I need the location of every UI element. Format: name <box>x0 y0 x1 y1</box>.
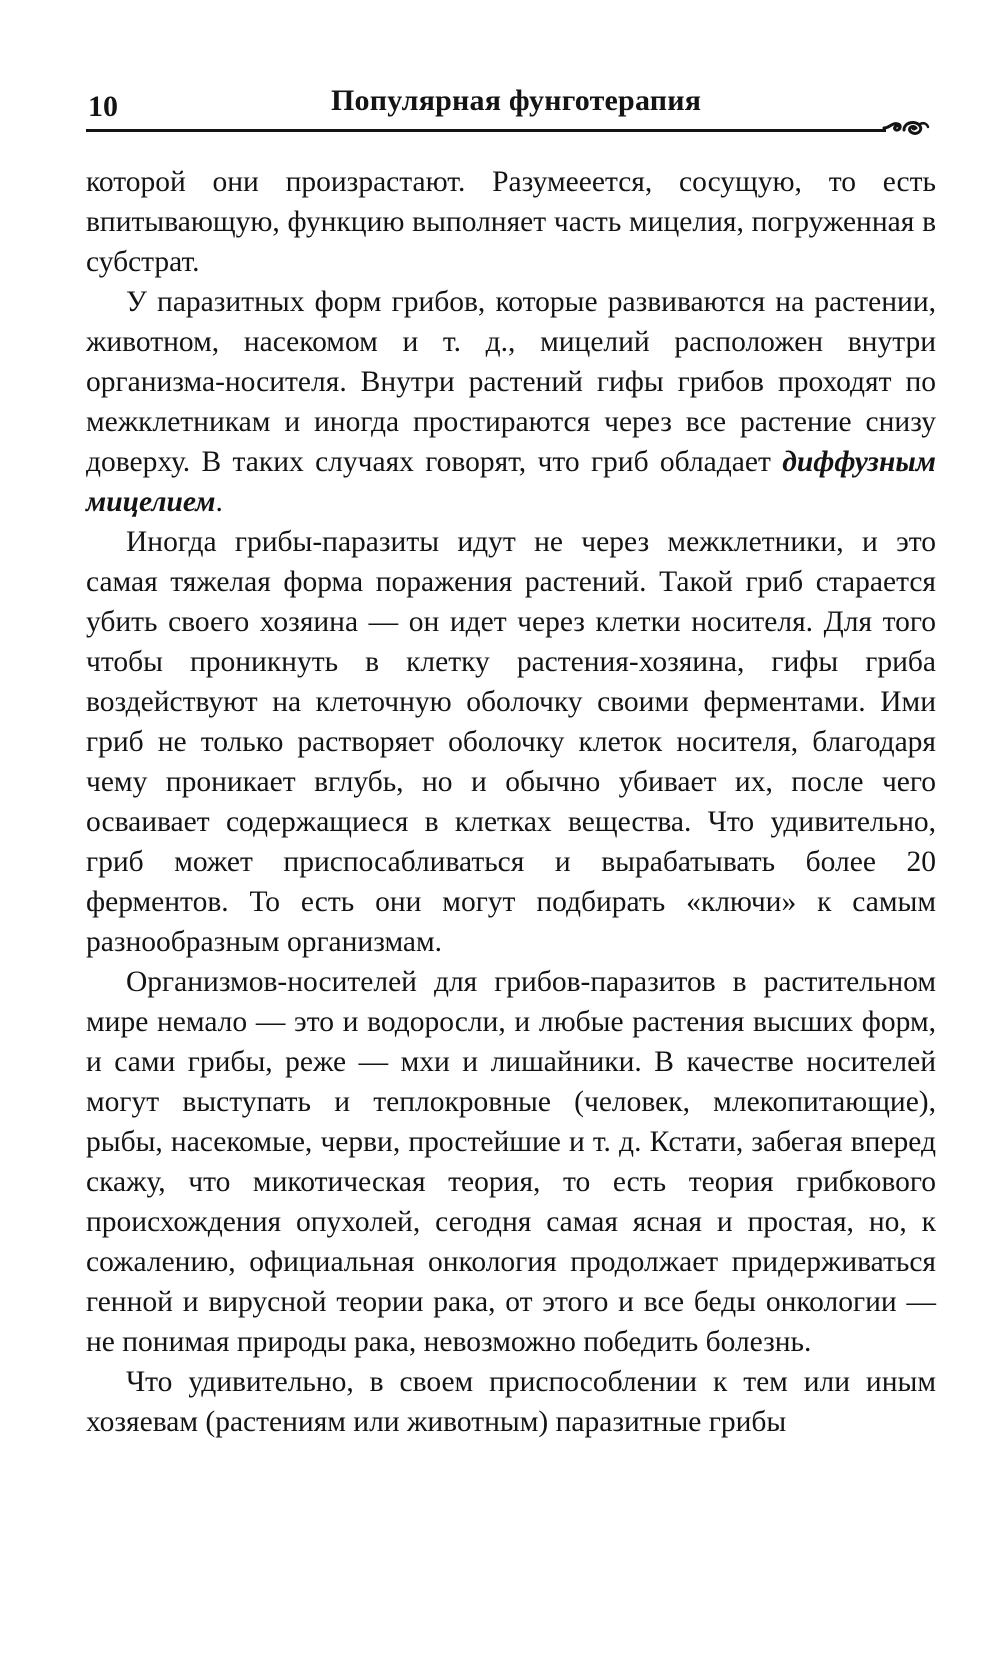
paragraph-text-end: . <box>215 486 223 518</box>
body-text <box>86 162 936 1442</box>
running-title: Популярная фунготерапия <box>331 84 702 117</box>
page-number: 10 <box>88 90 118 123</box>
page-header <box>86 78 936 136</box>
paragraph-text: У паразитных форм грибов, которые развиваются на растении, животном, насекомом и т. д., мицелий расположен внутри организма-носителя. Внутри растений гифы грибов проходят по межклетникам и иногда простираются через все растение снизу доверху. В таких случаях говорят, что гриб обладает <box>86 286 936 478</box>
paragraph-continuation: которой они произрастают. Разумееется, сосущую, то есть впитывающую, функцию выполняет часть мицелия, погруженная в субстрат. <box>86 166 936 278</box>
paragraph-parasitic-forms <box>86 282 936 522</box>
paragraph-host-organisms: Организмов-носителей для грибов-паразитов в растительном мире немало — это и водоросли, и любые растения высших форм, и сами грибы, реже — мхи и лишайники. В качестве носителей могут выступать и теплокровные (человек, млекопитающие), рыбы, насекомые, черви, простейшие и т. д. Кстати, забегая вперед скажу, что микотическая теория, то есть теория грибкового происхождения опухолей, сегодня самая ясная и простая, но, к сожалению, официальная онкология продолжает придерживаться генной и вирусной теории рака, от этого и все беды онкологии — не понимая природы рака, невозможно победить болезнь. <box>86 966 936 1358</box>
italic-term: диффузным мицелием <box>86 446 936 518</box>
paragraph-parasites-cells: Иногда грибы-паразиты идут не через межклетники, и это самая тяжелая форма поражения растений. Такой гриб старается убить своего хозяина — он идет через клетки носителя. Для того чтобы проникнуть в клетку растения-хозяина, гифы гриба воздействуют на клеточную оболочку своими ферментами. Ими гриб не только растворяет оболочку клеток носителя, благодаря чему проникает вглубь, но и обычно убивает их, после чего осваивает содержащиеся в клетках вещества. Что удивительно, гриб может приспосабливаться и вырабатывать более 20 ферментов. То есть они могут подбирать «ключи» к самым разнообразным организмам. <box>86 526 936 958</box>
flourish-ornament-icon <box>882 114 930 138</box>
header-rule <box>86 129 886 132</box>
paragraph-adaptation: Что удивительно, в своем приспособлении к тем или иным хозяевам (растениям или животным) паразитные грибы <box>86 1366 936 1438</box>
